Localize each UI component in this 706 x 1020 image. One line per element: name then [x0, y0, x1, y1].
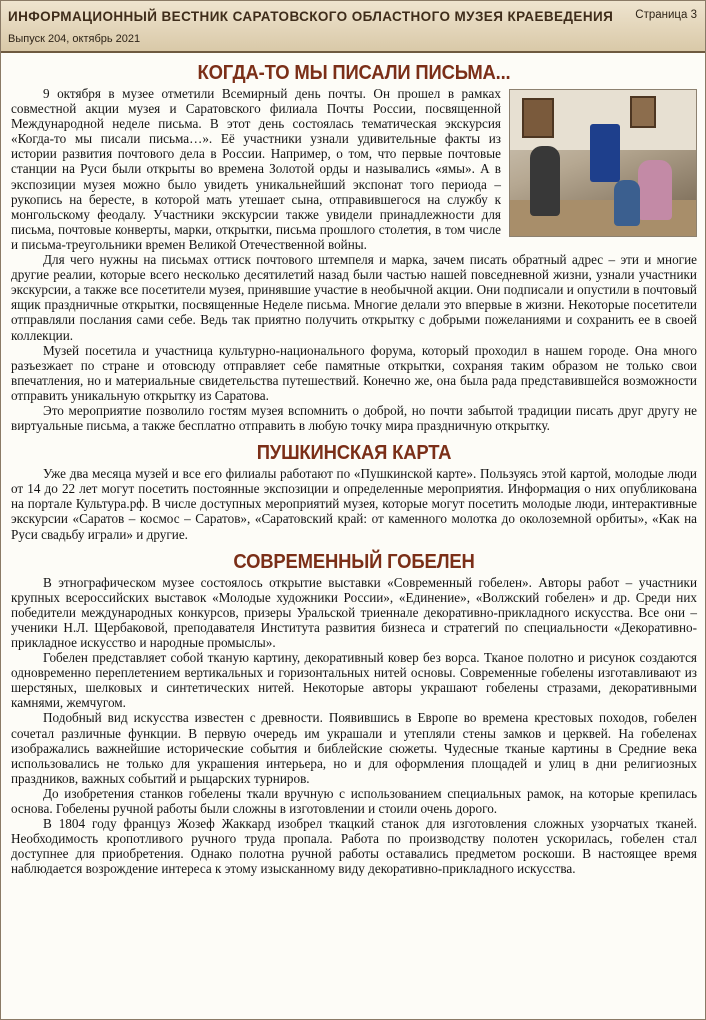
article-paragraph: Уже два месяца музей и все его филиалы работают по «Пушкинской карте». Пользуясь этой картой, молодые люди от 14 до 22 лет могут посетить постоянные экспозиции и определенные мероприятия. Информация о них опубликована на портале Культура.рф. В числе доступных мероприятий музея, которые могут посетить молодые люди, интерактивные экскурсии «Саратов – космос – Саратов», «Саратовский край: от каменного молотка до околоземной орбиты», «Как на Руси свадьбу играли» и другие.	[11, 466, 697, 542]
article-title: ПУШКИНСКАЯ КАРТА	[256, 441, 452, 465]
article-letters	[11, 61, 697, 433]
article-paragraph: Гобелен представляет собой тканую картину, декоративный ковер без ворса. Тканое полотно и рисунок создаются одновременно переплетением вертикальных и горизонтальных нитей основы. Современные гобелены изготавливают из шерстяных, шелковых и синтетических нитей. Некоторые авторы украшают гобелены стразами, декоративными камнями, жемчугом.	[11, 650, 697, 711]
article-paragraph: Это мероприятие позволило гостям музея вспомнить о доброй, но почти забытой традиции писать друг другу не виртуальные письма, а также бесплатно отправить в любую точку мира праздничную открытку.	[11, 402, 697, 434]
article-paragraph: Подобный вид искусства известен с древности. Появившись в Европе во времена крестовых походов, гобелен сочетал различные функции. В первую очередь им украшали и утепляли стены замков и церквей. На гобеленах изображались важнейшие исторические события и библейские сюжеты. Чудесные тканые картины в Средние века использовались не только для украшения интерьера, но и для оформления площадей и улиц в дни религиозных праздников, важных событий и рыцарских турниров.	[11, 710, 697, 786]
newsletter-title: ИНФОРМАЦИОННЫЙ ВЕСТНИК САРАТОВСКОГО ОБЛАСТНОГО МУЗЕЯ КРАЕВЕДЕНИЯ	[8, 9, 614, 24]
article-pushkin-card	[11, 441, 697, 541]
article-paragraph: Музей посетила и участница культурно-национального форума, который проходил в нашем городе. Она много разъезжает по стране и отовсюду отправляет себе памятные открытки, сохраняя таким образом не только свои впечатления, но и материальные свидетельства путешествий. Конечно же, она была рада представившейся возможности отправить уникальную открытку из Саратова.	[11, 342, 697, 403]
article-paragraph: До изобретения станков гобелены ткали вручную с использованием специальных рамок, на которые крепилась основа. Гобелены ручной работы были сложны в изготовлении и стоили очень дорого.	[11, 785, 697, 817]
article-paragraph: В 1804 году француз Жозеф Жаккард изобрел ткацкий станок для изготовления сложных узорчатых тканей. Необходимость кропотливого ручного труда пропала. Работа по производству полотен ускорилась, гобелен стал доступнее для приобретения. Однако полотна ручной работы оставались предметом роскоши. В настоящее время наблюдается возрождение интереса к этому изысканному виду декоративно-прикладного искусства.	[11, 816, 697, 877]
article-paragraph: 9 октября в музее отметили Всемирный день почты. Он прошел в рамках совместной акции музея и Саратовского филиала Почты России, посвященной Международной неделе письма. В этот день состоялась тематическая экскурсия «Когда-то мы писали письма…». Её участники узнали удивительные факты из истории развития почтового дела в России. Например, о том, что первые почтовые станции на Руси были открыты во времена Золотой орды и назывались «ямы». А в экспозиции музея можно было увидеть уникальнейший экспонат того периода – рукопись на бересте, в которой мать утешает сына, отправившегося на службу к монгольскому феодалу. Участники экскурсии также увидели принадлежности для письма, почтовые конверты, марки, открытки, письма прошлого столетия, в том числе и письма-треугольники времен Великой Отечественной войны.	[11, 86, 501, 252]
issue-label: Выпуск 204, октябрь 2021	[8, 33, 141, 45]
page-header	[1, 1, 705, 53]
article-paragraph: Для чего нужны на письмах оттиск почтового штемпеля и марка, зачем писать обратный адрес – эти и многие другие реалии, которые всего несколько десятилетий назад были частью нашей повседневной жизни, узнали участники экскурсии, а также все посетители музея, принявшие участие в необычной акции. Они подписали и опустили в почтовый ящик праздничные открытки, посвященные Неделе письма. Многие делали это впервые в жизни. Некоторые посетители отправляли послания сами себе. Ведь так приятно получить открытку с добрыми пожеланиями и сохранить ее в своей коллекции.	[11, 252, 697, 343]
article-title: СОВРЕМЕННЫЙ ГОБЕЛЕН	[233, 549, 475, 573]
page-number: Страница 3	[635, 9, 697, 21]
museum-event-photo	[509, 89, 697, 237]
article-tapestry	[11, 550, 697, 877]
article-paragraph: В этнографическом музее состоялось открытие выставки «Современный гобелен». Авторы работ – участники крупных всероссийских выставок «Молодые художники России», «Единение», «Волжский гобелен» и др. Среди них победители международных конкурсов, призеры Уральской триеннале декоративно-прикладного искусства. Все они – ученики Н.Л. Щербаковой, преподавателя Института развития бизнеса и стратегий по специальности «Декоративно-прикладное искусство и народные промыслы».	[11, 574, 697, 650]
article-title: КОГДА-ТО МЫ ПИСАЛИ ПИСЬМА...	[197, 61, 511, 84]
page-content	[11, 53, 697, 877]
